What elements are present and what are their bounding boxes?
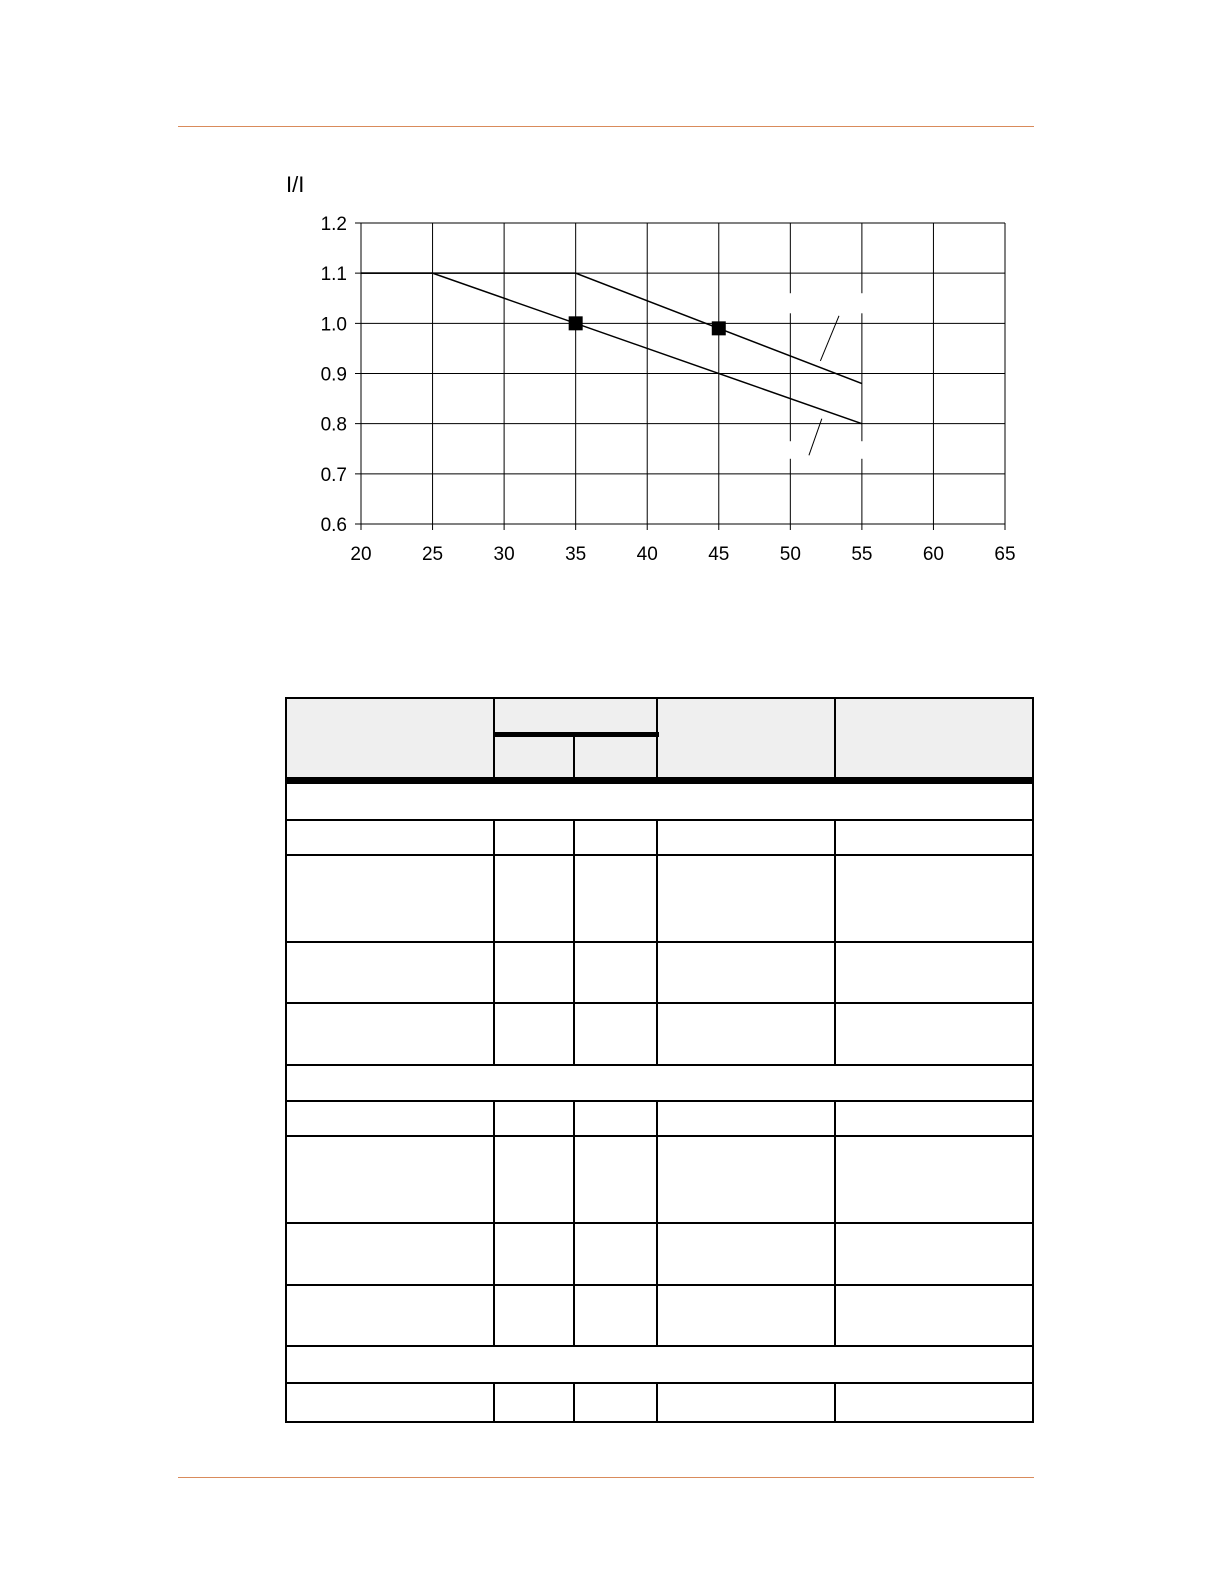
row-divider: [285, 1002, 1034, 1004]
x-tick-label: 20: [350, 544, 372, 565]
break-stroke: [820, 316, 839, 361]
y-tick-labels: [321, 214, 347, 536]
col-line-4: [834, 821, 836, 1065]
col-line-3-header: [656, 697, 658, 779]
row-divider: [285, 1284, 1034, 1286]
footer-rule: [178, 1477, 1034, 1478]
data-marker: [569, 316, 583, 330]
y-tick-label: 0.8: [320, 414, 347, 436]
data-marker: [712, 321, 726, 335]
y-tick-label: 1.1: [320, 264, 347, 286]
x-tick-label: 45: [708, 544, 730, 565]
x-tick-label: 35: [565, 544, 587, 565]
col-line-3: [656, 1102, 658, 1346]
break-gap: [787, 441, 865, 459]
col-line-2: [573, 1102, 575, 1346]
col-line-3: [656, 1384, 658, 1423]
col-line-1: [493, 1102, 495, 1346]
col-line-2: [573, 1384, 575, 1423]
series-lines: [361, 273, 862, 424]
x-tick-label: 50: [779, 544, 801, 565]
section-row-2: [285, 1064, 1034, 1102]
row-divider: [285, 1135, 1034, 1137]
col-line-1: [493, 1384, 495, 1423]
axis-break-marks: [809, 316, 839, 455]
col-line-4-header: [834, 697, 836, 779]
section-row-1: [285, 784, 1034, 821]
section-row-3: [285, 1345, 1034, 1384]
series-line: [361, 273, 862, 424]
break-gap: [787, 293, 865, 313]
y-tick-label: 0.6: [320, 515, 347, 536]
y-tick-label: 0.7: [320, 464, 347, 486]
y-axis-label: I/I: [286, 172, 305, 197]
x-tick-label: 55: [851, 544, 873, 565]
x-tick-label: 65: [994, 544, 1016, 565]
y-tick-label: 0.9: [320, 364, 347, 386]
row-divider: [285, 854, 1034, 856]
col-line-1: [493, 821, 495, 1065]
col-line-2-header: [573, 735, 575, 779]
col-line-2: [573, 821, 575, 1065]
col-line-4: [834, 1102, 836, 1346]
col-line-3: [656, 821, 658, 1065]
x-tick-labels: [350, 544, 1015, 565]
row-divider: [285, 1222, 1034, 1224]
x-tick-label: 25: [421, 544, 444, 565]
horizontal-gridlines: [355, 223, 1005, 524]
col-line-4: [834, 1384, 836, 1423]
axis-break-mask: [787, 293, 865, 459]
x-tick-label: 60: [922, 544, 945, 565]
current-derating-chart: [0, 0, 1224, 620]
col-line-1-header: [493, 697, 495, 779]
y-tick-label: 1.2: [320, 214, 347, 235]
y-tick-label: 1.0: [320, 314, 347, 336]
row-divider: [285, 941, 1034, 943]
x-tick-label: 40: [636, 544, 658, 565]
series-line: [361, 273, 862, 383]
vertical-gridlines: [361, 223, 1005, 530]
data-table: [285, 697, 1034, 1423]
x-tick-label: 30: [493, 544, 515, 565]
